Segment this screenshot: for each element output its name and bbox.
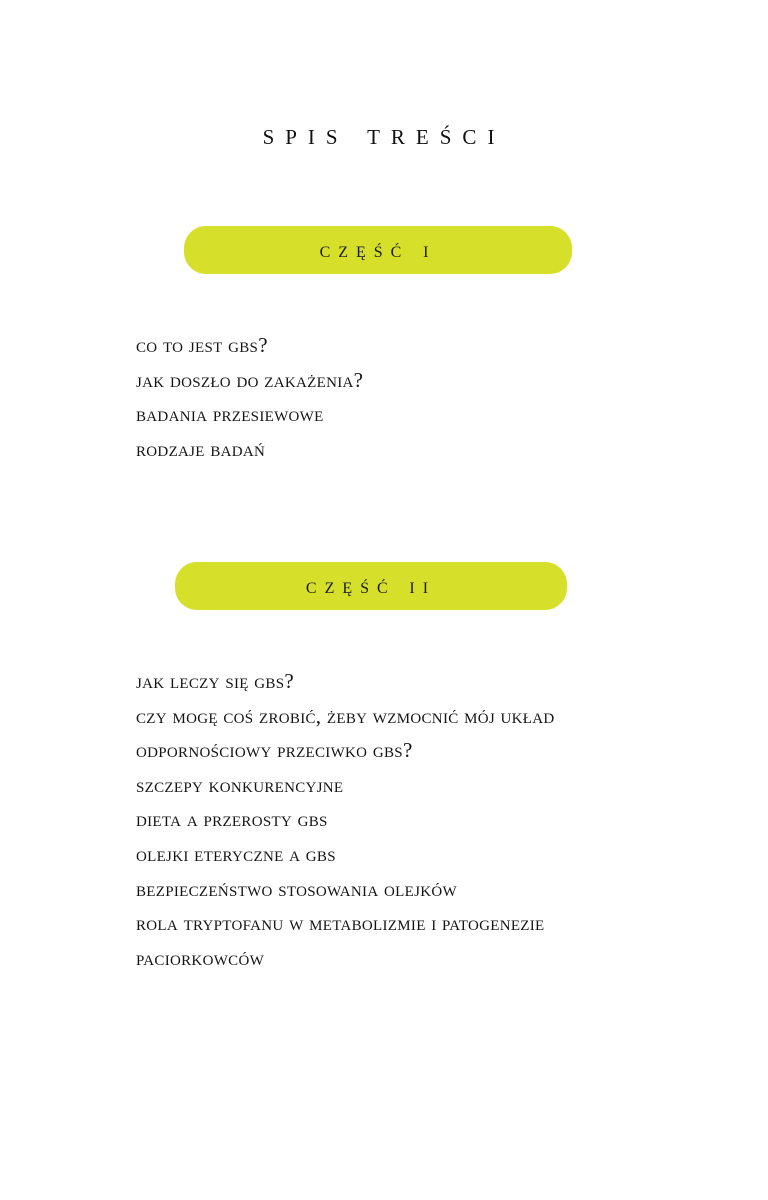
page-title: spis treści (262, 118, 506, 151)
list-item[interactable]: rodzaje badań (136, 436, 266, 461)
toc-list-part-2 (136, 664, 596, 975)
list-item[interactable]: jak doszło do zakażenia? (136, 367, 364, 392)
list-item[interactable]: bezpieczeństwo stosowania olejków (136, 876, 457, 901)
section-heading-part-1: część i (184, 226, 572, 274)
list-item[interactable]: dieta a przerosty gbs (136, 807, 328, 832)
toc-list-part-1 (136, 328, 596, 466)
list-item[interactable]: badania przesiewowe (136, 402, 324, 427)
section-heading-part-2: część ii (175, 562, 567, 610)
list-item[interactable]: szczepy konkurencyjne (136, 772, 344, 797)
list-item[interactable]: olejki eteryczne a gbs (136, 841, 336, 866)
list-item[interactable]: co to jest gbs? (136, 333, 268, 357)
list-item[interactable]: jak leczy się gbs? (136, 669, 294, 693)
list-item[interactable]: czy mogę coś zrobić, żeby wzmocnić mój układ odpornościowy przeciwko gbs? (136, 703, 555, 763)
list-item[interactable]: rola tryptofanu w metabolizmie i patogenezie paciorkowców (136, 911, 545, 970)
